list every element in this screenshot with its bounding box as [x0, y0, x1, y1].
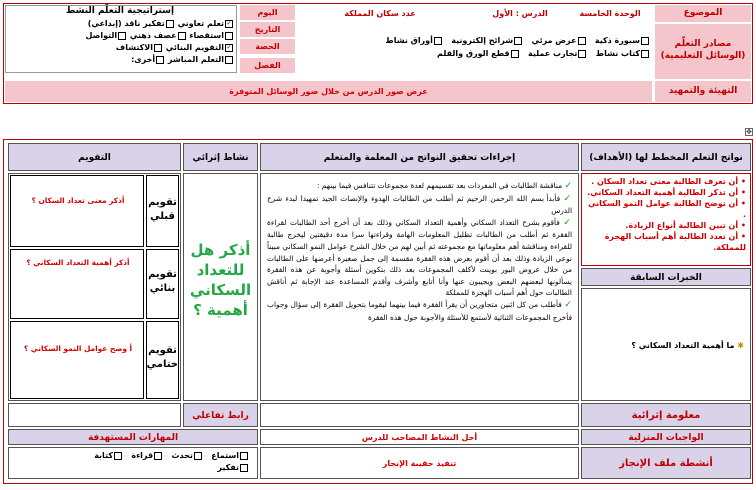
procedure-item: ✓ فأبدأ بسم الله الرحمن الرحيم ثم أطلب من الطالبات الهدوء والإنصات الجيد تمهيدا لبدء شرح الدرس: [267, 193, 572, 216]
checkbox-icon[interactable]: [514, 37, 522, 45]
checkbox-icon[interactable]: [511, 50, 519, 58]
unit-label: الوحدة الخامسة: [579, 9, 641, 18]
checkbox-icon[interactable]: [225, 56, 233, 64]
checkbox-icon[interactable]: [178, 32, 186, 40]
link-value: [8, 403, 181, 427]
strategy-title: إستراتيجية التعلّم النشط: [65, 6, 175, 16]
procedure-item: ✓ مناقشة الطالبات في المفردات بعد تقسيمهم لعدة مجموعات تتنافس فيما بينهم :: [316, 181, 572, 191]
activity-text: أذكر هل للتعداد السكاني أهمية ؟: [189, 241, 252, 319]
strategy-item[interactable]: التواصل: [85, 31, 127, 40]
checkbox-icon[interactable]: [240, 452, 248, 460]
checkbox-icon[interactable]: [641, 50, 649, 58]
checkbox-icon[interactable]: [118, 32, 126, 40]
checkbox-icon[interactable]: [240, 464, 248, 472]
checkbox-icon[interactable]: [578, 50, 586, 58]
skill-item[interactable]: كتابة: [94, 451, 123, 460]
enrichment-value: [260, 403, 579, 427]
strategy-item[interactable]: ✓تعلم تعاوني: [177, 19, 232, 28]
objectives-cell: [581, 173, 751, 266]
resource-item[interactable]: تجارب عملية: [528, 49, 587, 58]
col-activity-header: نشاط إثرائي: [183, 143, 258, 171]
resource-item[interactable]: قطع الورق والقلم: [437, 49, 520, 58]
enrichment-label: معلومة إثرائية: [581, 403, 751, 427]
prior-knowledge-cell: [581, 288, 751, 401]
checkbox-icon[interactable]: [194, 452, 202, 460]
strategy-item[interactable]: أخرى:: [131, 55, 165, 64]
strategy-item[interactable]: عصف ذهني: [130, 31, 187, 40]
col-procedures-header: إجراءات تحقيق النواتج من المعلمة والمتعلم: [260, 143, 579, 171]
procedure-item: ✓ فأطلب من كل اثنين متجاورين أن يقرأ الفقرة فيما بينهما ليقوما بتحويل الفقرة إلى سؤال وجواب فأخرج المجموعات الثنائية لأستمع للأسئلة والأجوبة حول هذه الفقرة: [267, 299, 572, 322]
strategy-item[interactable]: ✓التقويم البنائي: [165, 43, 232, 52]
topic-label: الموضوع: [655, 5, 751, 22]
procedures-cell: [260, 173, 579, 401]
checkbox-checked-icon[interactable]: ✓: [226, 19, 232, 27]
checkbox-checked-icon[interactable]: ✓: [226, 43, 232, 51]
checkbox-icon[interactable]: [225, 32, 233, 40]
lesson-title: عدد سكان المملكة: [344, 9, 416, 18]
resources-label: مصادر التعلّم (الوسائل التعليمية): [655, 24, 751, 79]
day-label: اليوم: [240, 5, 295, 20]
date-label: التاريخ: [240, 22, 295, 37]
resource-item[interactable]: أوراق نشاط: [385, 36, 442, 45]
resource-item[interactable]: كتاب نشاط: [596, 49, 650, 58]
lesson-label: الدرس : الأول: [492, 9, 548, 18]
assessment-text-final: أ وضح عوامل النمو السكاني ؟: [10, 321, 144, 399]
strategy-item[interactable]: التعلم المباشر: [168, 55, 234, 64]
star-icon: ✱: [737, 341, 744, 350]
homework-label: الواجبات المنزلية: [581, 429, 751, 445]
checkbox-icon[interactable]: [154, 452, 162, 460]
skills-list: [8, 447, 258, 479]
link-label: رابط تفاعلي: [183, 403, 258, 427]
checkmark-icon: ✓: [564, 299, 572, 310]
activity-cell: [183, 173, 258, 401]
portfolio-label: أنشطة ملف الإنجاز: [581, 447, 751, 479]
checkmark-icon: ✓: [563, 193, 572, 204]
homework-text: أحل النشاط المصاحب للدرس: [260, 429, 579, 445]
prior-knowledge-text: ما أهمية التعداد السكاني ؟: [631, 341, 735, 350]
resource-item[interactable]: عرض مرئي: [531, 36, 586, 45]
resource-item[interactable]: سبورة ذكية: [595, 36, 650, 45]
skill-item[interactable]: قراءة: [131, 451, 163, 460]
objective-item: • أن تبين الطالبة أنواع الزيادة.: [625, 221, 746, 230]
skill-item[interactable]: تفكير: [217, 463, 249, 472]
checkbox-icon[interactable]: [154, 44, 162, 52]
portfolio-text: تنفيذ حقيبة الإنجاز: [260, 447, 579, 479]
assessment-label-pre: تقويم قبلي: [146, 175, 179, 247]
skill-item[interactable]: استماع: [211, 451, 249, 460]
col-objectives-header: نواتج التعلم المخطط لها (الأهداف): [581, 143, 751, 171]
intro-text: عرض صور الدرس من خلال صور الوسائل المتوفرة: [5, 81, 652, 102]
objective-item: • أن توضح الطالبة عوامل النمو السكاني .: [588, 199, 746, 219]
checkbox-icon[interactable]: [578, 37, 586, 45]
checkbox-icon[interactable]: [156, 56, 164, 64]
objective-item: • أن تعرف الطالبة معنى تعداد السكان .: [591, 177, 746, 186]
intro-label: التهيئة والتمهيد: [655, 81, 751, 102]
class-label: الفصل: [240, 58, 295, 73]
skills-label: المهارات المستهدفة: [8, 429, 258, 445]
skill-item[interactable]: تحدث: [171, 451, 202, 460]
prior-knowledge-header: الخبرات السابقة: [581, 268, 751, 286]
strategy-list: [8, 18, 234, 66]
assessment-text-pre: أذكر معنى تعداد السكان ؟: [10, 175, 144, 247]
checkbox-icon[interactable]: [114, 452, 122, 460]
assessment-text-formative: أذكر أهمية التعداد السكاني ؟: [10, 249, 144, 319]
col-assessment-header: التقويم: [8, 143, 181, 171]
strategy-item[interactable]: تفكير ناقد (إبداعي): [88, 19, 175, 28]
resource-item[interactable]: شرائح إلكترونية: [451, 36, 523, 45]
assessment-label-formative: تقويم بنائي: [146, 249, 179, 319]
checkbox-icon[interactable]: [641, 37, 649, 45]
checkbox-icon[interactable]: [166, 20, 174, 28]
strategy-item[interactable]: الاكتشاف: [116, 43, 163, 52]
procedure-item: ✓ فأقوم بشرح التعداد السكاني وأهمية التعداد السكاني وذلك بعد أن أخرج أحد الطالبات لقراءة الفقرة ثم أطلب من الطالبات تظليل المعلومات الهامة وقراءتها سرا مدة دقيقتين ليخرج طالبة للقراءة ومناقشة أهم معلوماتها مع مجموعته ثم أبين لهم من خلال الشرح عوامل النمو السكاني مبيناً نوعي الزيادة وذلك بعد أن أقوم بعرض هذه الفقرة مقسمة إلى جمل صغيرة أعرضها على الطالبات من خلال عروض البور بوينت لأكلف المجموعات بعد ذلك بتكوين أسئلة وأجوبة عن هذه الفقرة يسألونها لبعضهم البعض ويجيبون عنها وأنا أتابع وأشرف وأقدم المساعدة عند الإجابة ثم أناقش الطالبات حول أهم أسباب الهجرة للمملكة: [267, 217, 573, 298]
objective-item: • أن تذكر الطالبة أهمية التعداد السكاني.: [587, 188, 746, 197]
checkbox-icon[interactable]: [434, 37, 442, 45]
period-label: الحصة: [240, 39, 295, 54]
checkmark-icon: ✓: [564, 181, 572, 191]
objective-item: • أن تعدد الطالبة أهم أسباب الهجرة للمملكة.: [604, 232, 746, 252]
checkmark-icon: ✓: [563, 217, 573, 228]
resources-list: [300, 34, 650, 60]
strategy-item[interactable]: استقصاء: [189, 31, 234, 40]
table-move-handle-icon[interactable]: ✥: [746, 128, 752, 136]
assessment-label-final: تقويم ختامي: [146, 321, 179, 399]
